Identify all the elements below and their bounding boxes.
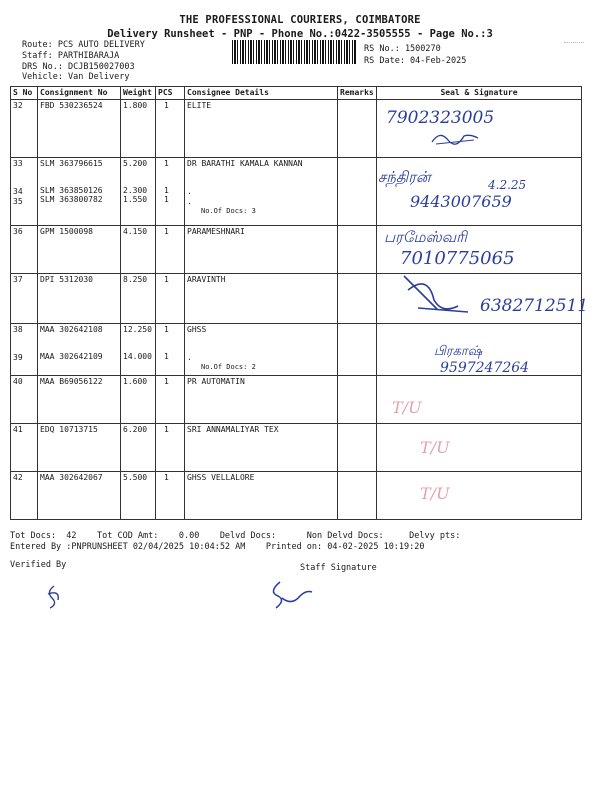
sno-value: 40: [13, 377, 23, 386]
sno-value: 42: [13, 473, 23, 482]
pcs-value: 1: [164, 275, 169, 284]
pcs-value: 1: [164, 473, 169, 482]
col-sno: S No: [11, 87, 38, 100]
handwritten-phone: 7902323005: [386, 108, 495, 128]
handwritten-date: 4.2.25: [488, 178, 527, 192]
weight-value: 5.500: [123, 473, 148, 482]
route-label: Route: PCS AUTO DELIVERY: [22, 40, 145, 50]
consignment-group: [40, 473, 118, 482]
signature-scribble: [398, 270, 478, 318]
weight-value: 8.250: [123, 275, 148, 284]
doc-count: No.Of Docs: 3: [201, 207, 256, 215]
weight-cell: [121, 226, 156, 274]
pcs-value: 1: [164, 159, 169, 168]
sno-cell: [11, 100, 38, 158]
handwritten-mark: T/U: [392, 398, 422, 417]
remarks-cell: [338, 324, 377, 376]
col-consignee: Consignee Details: [185, 87, 338, 100]
consignment-group: [40, 425, 118, 434]
sno-value: 32: [13, 101, 23, 110]
pcs-group: [158, 377, 182, 386]
sno-value: 33: [13, 159, 23, 168]
pcs-cell: [156, 424, 185, 472]
pcs-group: [158, 425, 182, 434]
remarks-cell: [338, 472, 377, 520]
consignee-name: DR BARATHI KAMALA KANNAN: [187, 159, 303, 168]
page-mark: [564, 42, 584, 51]
handwritten-name: சந்திரன்: [378, 168, 431, 186]
remarks-cell: [338, 226, 377, 274]
weight-value: 4.150: [123, 227, 148, 236]
table-row: [11, 100, 582, 158]
pcs-value: 1: [164, 425, 169, 434]
sno-cell: [11, 376, 38, 424]
table-row: [11, 424, 582, 472]
pcs-cell: [156, 324, 185, 376]
consignment-number: GPM 1500098: [40, 227, 93, 236]
verified-by-label: Verified By: [10, 560, 67, 570]
company-title: THE PROFESSIONAL COURIERS, COIMBATORE: [179, 14, 421, 26]
weight-cell: [121, 158, 156, 226]
totals-line: Tot Docs: 42 Tot COD Amt: 0.00 Delvd Docs: Non Delvd Docs: Delvy pts:: [10, 531, 461, 541]
consignment-number: DPI 5312030: [40, 275, 93, 284]
signature-cell: [377, 472, 582, 520]
weight-group: [123, 227, 153, 236]
consignee-name: . .: [187, 187, 192, 206]
pcs-group: [158, 334, 182, 361]
weight-cell: [121, 324, 156, 376]
pcs-cell: [156, 376, 185, 424]
sno-cell: [11, 158, 38, 226]
consignee-cell: [185, 100, 338, 158]
remarks-cell: [338, 376, 377, 424]
consignee-name: ELITE: [187, 101, 212, 110]
handwritten-name: பரமேஸ்வரி: [384, 228, 467, 246]
weight-group: [123, 473, 153, 482]
pcs-value: 1: [164, 377, 169, 386]
weight-group: [123, 425, 153, 434]
consignment-number: SLM 363800782: [40, 195, 103, 204]
pcs-group: [158, 159, 182, 168]
consignee-cell: [185, 158, 338, 226]
weight-cell: [121, 100, 156, 158]
pcs-group: [158, 473, 182, 482]
consignment-group: [40, 168, 118, 204]
handwritten-phone: 9443007659: [410, 192, 512, 211]
pcs-value: 1: [164, 227, 169, 236]
consignee-cell: [185, 376, 338, 424]
consignee-cell: [185, 274, 338, 324]
pcs-group: [158, 101, 182, 110]
sno-value: 39: [13, 353, 23, 362]
handwritten-phone: 6382712511: [480, 296, 589, 316]
signature-scribble: [430, 128, 480, 148]
pcs-value: 1: [164, 195, 169, 204]
pcs-cell: [156, 226, 185, 274]
weight-value: 6.200: [123, 425, 148, 434]
col-consignment: Consignment No: [38, 87, 121, 100]
remarks-cell: [338, 100, 377, 158]
weight-value: 1.550: [123, 195, 148, 204]
consignee-name: PARAMESHNARI: [187, 227, 245, 236]
consignment-group: [40, 101, 118, 110]
sno-cell: [11, 324, 38, 376]
consignment-cell: [38, 100, 121, 158]
weight-value: 2.300: [123, 186, 148, 195]
barcode-image: [232, 40, 356, 64]
sno-value: 36: [13, 227, 23, 236]
sno-cell: [11, 274, 38, 324]
col-signature: Seal & Signature: [377, 87, 582, 100]
consignment-number: MAA B69056122: [40, 377, 103, 386]
weight-group: [123, 275, 153, 284]
sno-value: 34 35: [13, 187, 23, 206]
consignment-number: EDQ 10713715: [40, 425, 98, 434]
consignment-group: [40, 227, 118, 236]
staff-signature-label: Staff Signature: [300, 563, 377, 573]
runsheet-subtitle: Delivery Runsheet - PNP - Phone No.:0422-3505555 - Page No.:3: [107, 28, 493, 40]
consignee-cell: [185, 424, 338, 472]
pcs-group: [158, 325, 182, 334]
consignment-cell: [38, 158, 121, 226]
consignment-number: MAA 302642109: [40, 352, 103, 361]
weight-group: [123, 159, 153, 168]
weight-value: 5.200: [123, 159, 148, 168]
sno-cell: [11, 472, 38, 520]
consignment-group: [40, 275, 118, 284]
pcs-cell: [156, 274, 185, 324]
pcs-cell: [156, 100, 185, 158]
consignment-number: MAA 302642108: [40, 325, 103, 334]
staff-signature: [266, 578, 316, 612]
consignee-name: PR AUTOMATIN: [187, 377, 245, 386]
remarks-cell: [338, 274, 377, 324]
weight-value: 14.000: [123, 352, 152, 361]
consignment-number: SLM 363850126: [40, 186, 103, 195]
consignment-cell: [38, 472, 121, 520]
table-row: [11, 376, 582, 424]
drs-label: DRS No.: DCJB150027003: [22, 62, 135, 72]
handwritten-name: பிரகாஷ்: [434, 344, 483, 359]
consignee-name: GHSS VELLALORE: [187, 473, 255, 482]
signature-cell: [377, 424, 582, 472]
weight-cell: [121, 274, 156, 324]
consignment-cell: [38, 226, 121, 274]
consignee-cell: [185, 324, 338, 376]
weight-group: [123, 101, 153, 110]
weight-group: [123, 325, 153, 334]
consignment-group: [40, 159, 118, 168]
consignee-cell: [185, 472, 338, 520]
rs-date: RS Date: 04-Feb-2025: [364, 56, 467, 66]
consignee-name: .: [187, 353, 192, 362]
consignment-group: [40, 377, 118, 386]
pcs-group: [158, 168, 182, 204]
col-remarks: Remarks: [338, 87, 377, 100]
pcs-value: 1: [164, 352, 169, 361]
handwritten-phone: 7010775065: [400, 248, 515, 269]
consignment-cell: [38, 376, 121, 424]
pcs-group: [158, 227, 182, 236]
weight-value: 12.250: [123, 325, 152, 334]
col-weight: Weight: [121, 87, 156, 100]
sno-cell: [11, 226, 38, 274]
consignment-number: FBD 530236524: [40, 101, 103, 110]
table-header-row: [11, 87, 582, 100]
pcs-cell: [156, 472, 185, 520]
handwritten-phone: 9597247264: [440, 360, 530, 376]
consignee-cell: [185, 226, 338, 274]
pcs-value: 1: [164, 186, 169, 195]
weight-group: [123, 334, 153, 361]
consignment-group: [40, 334, 118, 361]
vehicle-label: Vehicle: Van Delivery: [22, 72, 130, 82]
weight-value: 1.600: [123, 377, 148, 386]
pcs-value: 1: [164, 325, 169, 334]
table-row: [11, 472, 582, 520]
weight-group: [123, 168, 153, 204]
entered-by-line: Entered By :PNPRUNSHEET 02/04/2025 10:04:52 AM Printed on: 04-02-2025 10:19:20: [10, 542, 425, 552]
weight-cell: [121, 424, 156, 472]
weight-cell: [121, 376, 156, 424]
sno-value: 38: [13, 325, 23, 334]
weight-group: [123, 377, 153, 386]
consignment-cell: [38, 274, 121, 324]
pcs-cell: [156, 158, 185, 226]
sno-cell: [11, 424, 38, 472]
col-pcs: PCS: [156, 87, 185, 100]
weight-cell: [121, 472, 156, 520]
consignee-name: SRI ANNAMALIYAR TEX: [187, 425, 279, 434]
consignment-cell: [38, 424, 121, 472]
consignee-name: ARAVINTH: [187, 275, 226, 284]
handwritten-mark: T/U: [420, 484, 450, 503]
handwritten-mark: T/U: [420, 438, 450, 457]
rs-number: RS No.: 1500270: [364, 44, 441, 54]
weight-value: 1.800: [123, 101, 148, 110]
staff-label: Staff: PARTHIBARAJA: [22, 51, 120, 61]
consignee-name: GHSS: [187, 325, 207, 334]
sno-value: 41: [13, 425, 23, 434]
consignment-group: [40, 325, 118, 334]
verifier-signature: [42, 584, 66, 610]
pcs-value: 1: [164, 101, 169, 110]
consignment-number: MAA 302642067: [40, 473, 103, 482]
consignment-number: SLM 363796615: [40, 159, 103, 168]
remarks-cell: [338, 158, 377, 226]
consignment-cell: [38, 324, 121, 376]
remarks-cell: [338, 424, 377, 472]
sno-value: 37: [13, 275, 23, 284]
pcs-group: [158, 275, 182, 284]
doc-count: No.Of Docs: 2: [201, 363, 256, 371]
